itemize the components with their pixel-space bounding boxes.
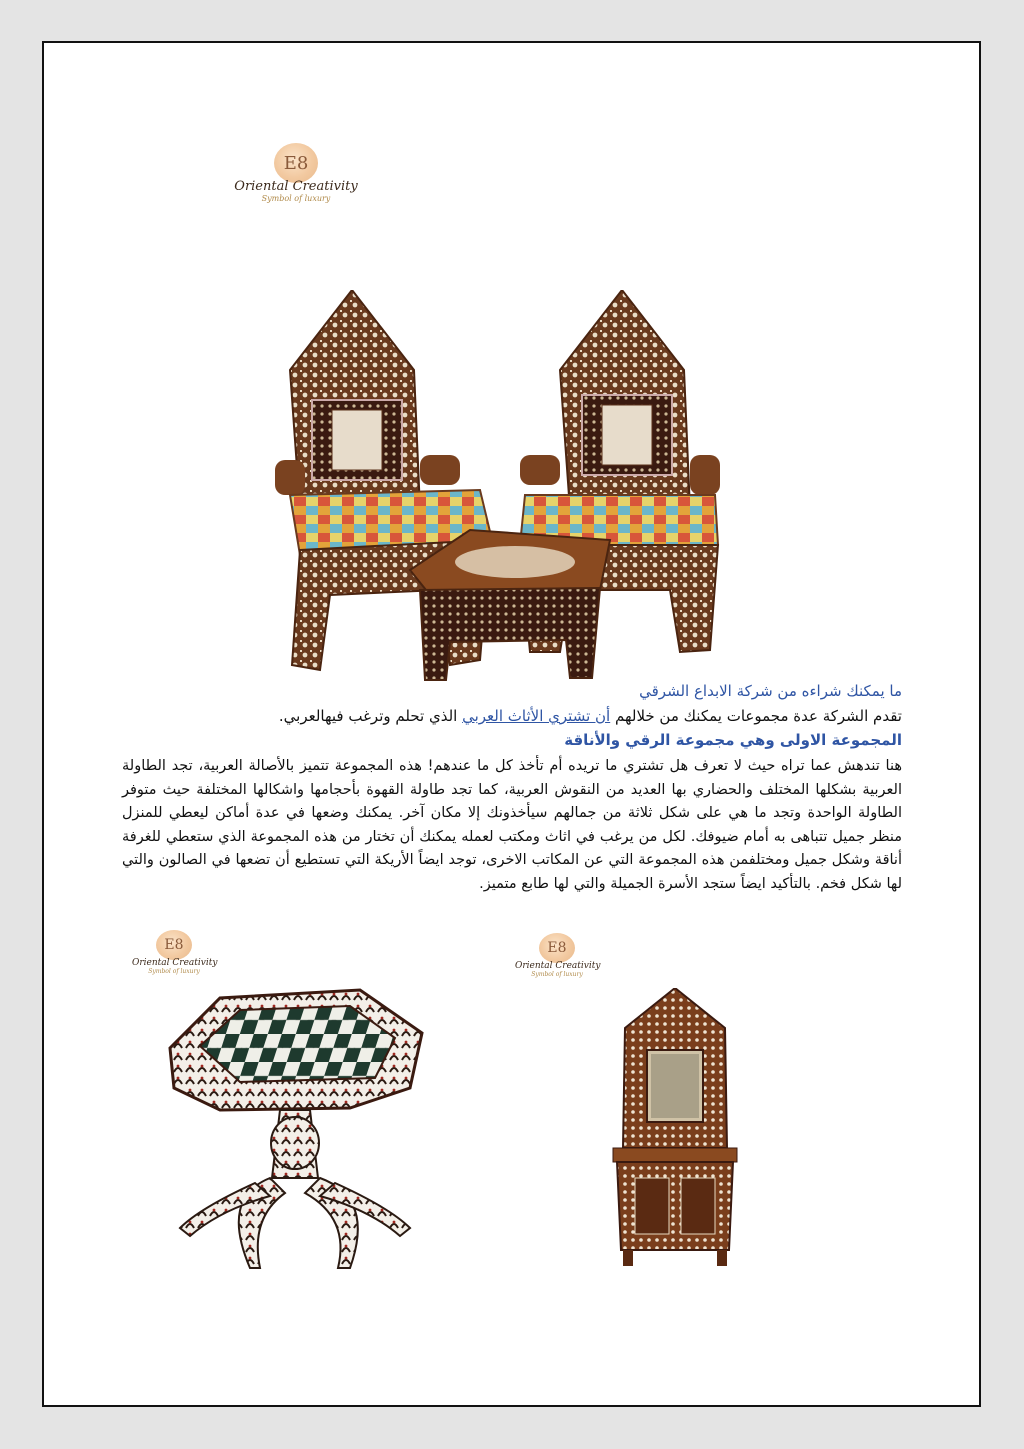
brand-logo-right: [515, 933, 599, 978]
logo-monogram: E8: [539, 933, 575, 963]
collection-description: هنا تندهش عما تراه حيث لا تعرف هل تشتري ما تريده أم تأخذ كل ما عندهم! هذه المجموعة تتميز بالأصالة العربية، تجد الطاولة العربية بشكلها المختلف والحضاري بها العديد من النقوش العربية، كما تجد طاولة القهوة بأحجامها واشكالها المختلفة حيث متوفر الطاولة الواحدة وتجد ما هي على شكل ثلاثة من جمالهم سيأخذونك إلا مكان آخر. يمكنك وضعها في عدة أماكن ليعطي للمنزل منظر جميل تتباهى به أمام ضيوفك. لكل من يرغب في اثاث ومكتب لعمله يمكنك أن تختار من هذه المجموعة الذي ستعطي للغرفة أناقة وشكل جميل ومختلفمن هذه المجموعة التي عن المكاتب الاخرى، توجد ايضاً الأريكة التي تستطيع أن تضعها في الصالون والتي لها شكل فخم. بالتأكيد ايضاً ستجد الأسرة الجميلة والتي لها طابع متميز.: [122, 758, 902, 892]
intro-text-before: تقدم الشركة عدة مجموعات يمكنك من خلالهم: [610, 707, 902, 725]
logo-tagline: Symbol of luxury: [261, 194, 331, 203]
section-heading-purchase: ما يمكنك شراءه من شركة الابداع الشرقي: [639, 682, 902, 700]
logo-monogram: E8: [274, 143, 318, 183]
section-heading-elegance-collection: المجموعة الاولى وهي مجموعة الرقي والأناقة: [564, 731, 902, 749]
intro-paragraph: [122, 707, 902, 725]
logo-tagline: Symbol of luxury: [148, 968, 200, 975]
coffee-table: [410, 530, 610, 680]
brand-logo-left: [132, 930, 216, 975]
logo-tagline: Symbol of luxury: [531, 971, 583, 978]
chess-table-photo: [160, 978, 430, 1283]
arabic-furniture-link[interactable]: أن تشتري الأثاث العربي: [462, 707, 611, 725]
mirror-console-photo: [605, 988, 745, 1276]
logo-name: Oriental Creativity: [515, 961, 601, 971]
logo-name: Oriental Creativity: [132, 958, 218, 968]
logo-name: Oriental Creativity: [234, 179, 358, 194]
brand-logo-top: [232, 143, 360, 203]
intro-text-after: الذي تحلم وترغب فيهالعربي.: [278, 707, 463, 725]
logo-monogram: E8: [156, 930, 192, 960]
chairs-and-table-photo: [270, 290, 730, 685]
